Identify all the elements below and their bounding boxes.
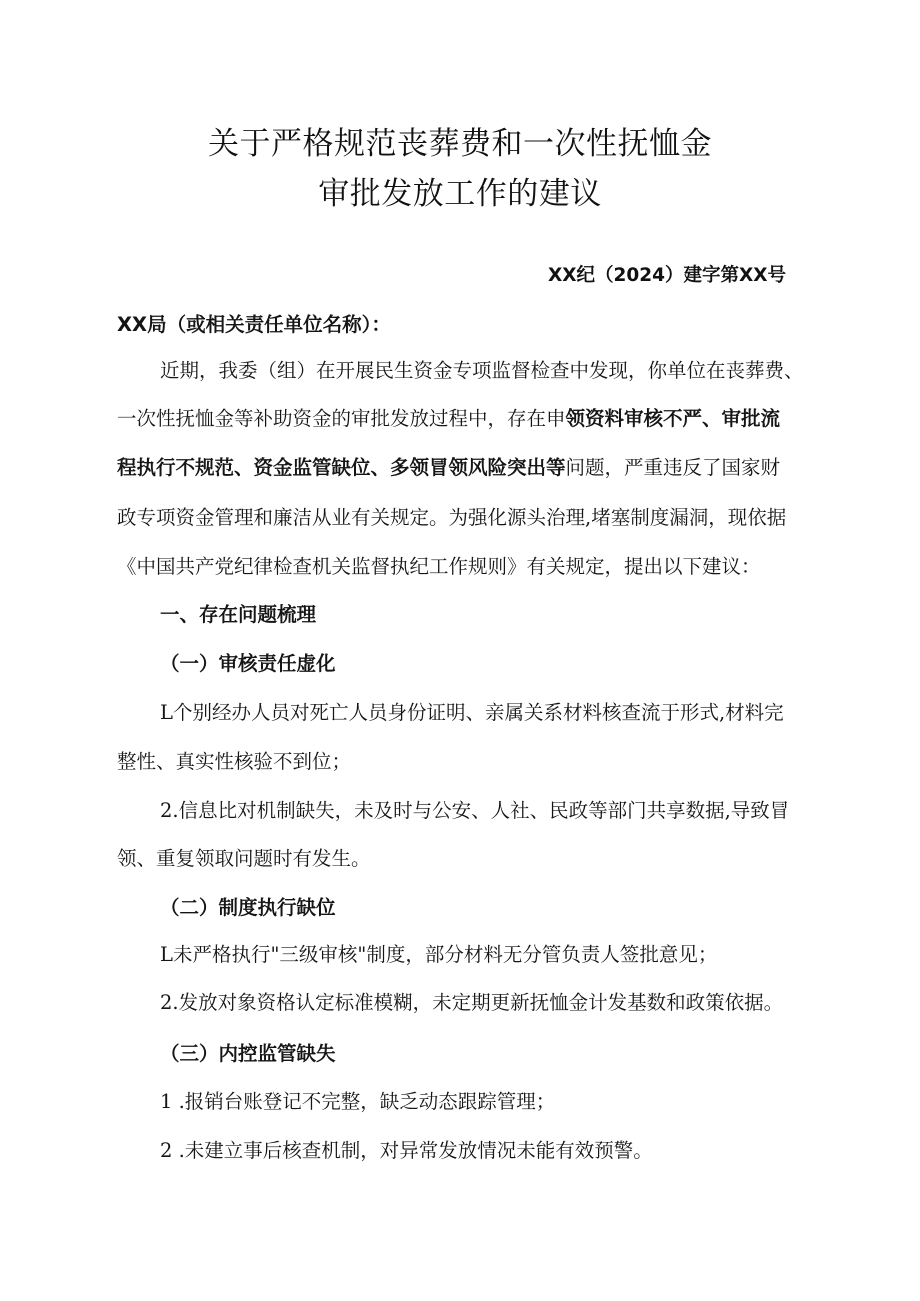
subsection-2-item-1: L未严格执行"三级审核"制度，部分材料无分管负责人签批意见； [160,943,718,966]
section-1-heading: 一、存在问题梳理 [160,603,317,626]
intro-line-3 [117,454,799,482]
subsection-3-item-2: 2 .未建立事后核查机制，对异常发放情况未能有效预警。 [160,1139,653,1162]
subsection-2-item-2: 2.发放对象资格认定标准模糊，未定期更新抚恤金计发基数和政策依据。 [160,991,784,1014]
subsection-3-item-1: 1 .报销台账登记不完整，缺乏动态跟踪管理； [160,1090,556,1113]
subsection-2-heading: （二）制度执行缺位 [160,896,336,919]
document-number: XX纪（2024）建字第XX号 [548,265,787,286]
intro-line-1: 近期，我委（组）在开展民生资金专项监督检查中发现，你单位在丧葬费、 [160,359,804,382]
subsection-1-item-2-line-2: 领、重复领取问题时有发生。 [117,847,371,870]
intro-line-3-plain: 问题，严重违反了国家财 [565,456,781,479]
subsection-3-heading: （三）内控监管缺失 [160,1042,336,1065]
addressee: XX局（或相关责任单位名称）： [117,313,391,336]
intro-line-2 [117,405,799,433]
subsection-1-item-1-line-1: L个别经办人员对死亡人员身份证明、亲属关系材料核查流于形式,材料完 [160,701,784,724]
intro-line-4: 政专项资金管理和廉洁从业有关规定。为强化源头治理,堵塞制度漏洞，现依据 [117,506,787,529]
document-title-line-2: 审批发放工作的建议 [318,176,602,212]
intro-line-3-bold: 程执行不规范、资金监管缺位、多领冒领风险突出等 [117,456,566,479]
subsection-1-heading: （一）审核责任虚化 [160,652,336,675]
intro-line-2-bold: 领资料审核不严、审批流 [565,407,781,430]
intro-line-2-plain: 一次性抚恤金等补助资金的审批发放过程中，存在申 [117,407,566,430]
subsection-1-item-2-line-1: 2.信息比对机制缺失，未及时与公安、人社、民政等部门共享数据,导致冒 [160,799,790,822]
document-title-line-1: 关于严格规范丧葬费和一次性抚恤金 [208,126,712,162]
subsection-1-item-1-line-2: 整性、真实性核验不到位； [117,750,352,773]
intro-line-5: 《中国共产党纪律检查机关监督执纪工作规则》有关规定，提出以下建议： [117,555,761,578]
